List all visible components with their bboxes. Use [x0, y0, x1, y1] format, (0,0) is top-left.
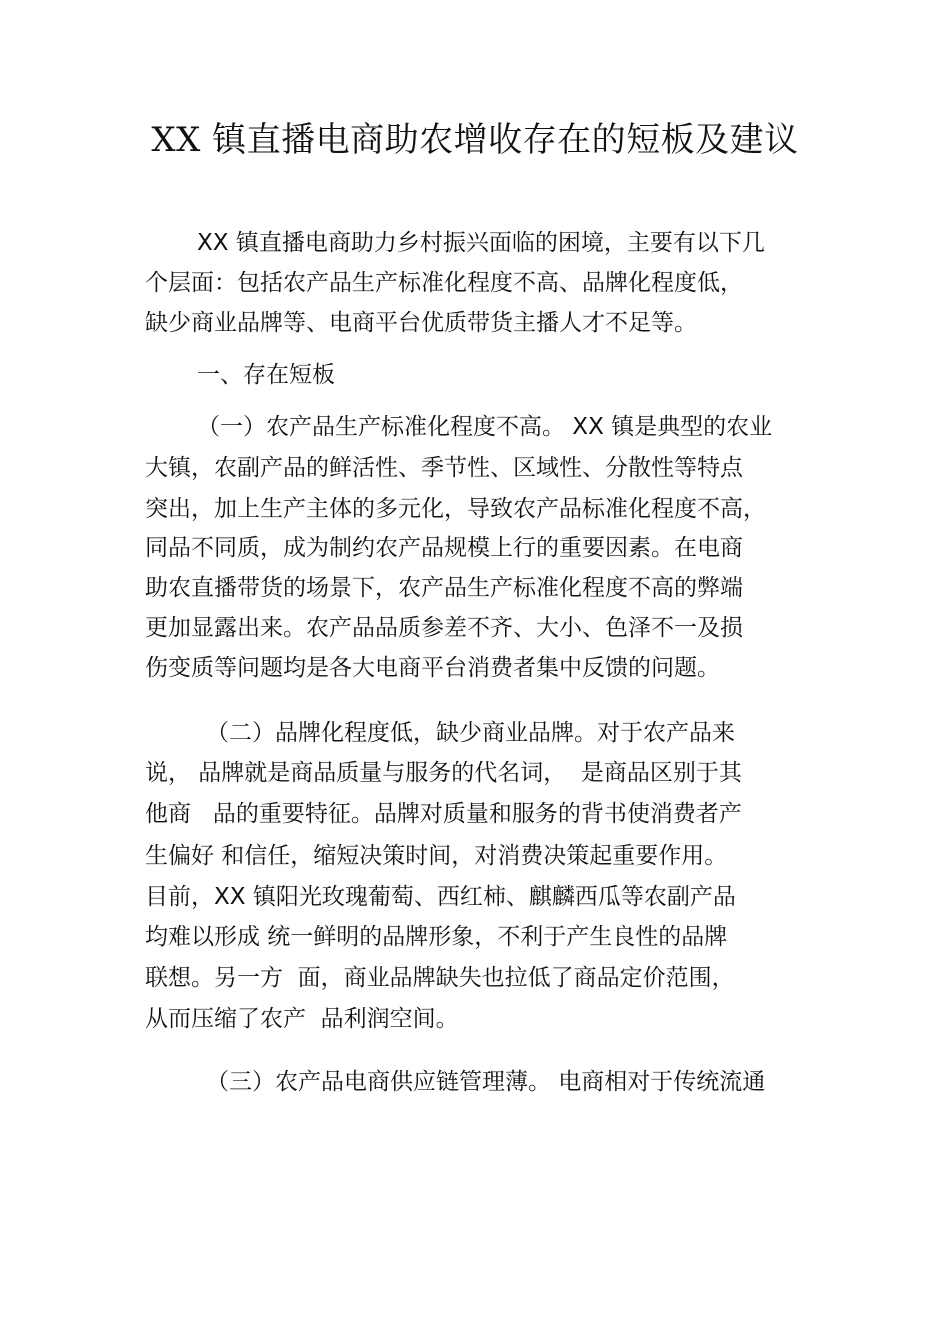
- intro-line: XX 镇直播电商助力乡村振兴面临的困境，主要有以下几: [197, 230, 765, 256]
- item2-line: 他商 品的重要特征。品牌对质量和服务的背书使消费者产: [145, 801, 742, 827]
- item1-line: 突出，加上生产主体的多元化，导致农产品标准化程度不高，: [145, 496, 766, 522]
- item2-line: 生偏好 和信任，缩短决策时间，对消费决策起重要作用。: [145, 843, 728, 869]
- intro-line: 个层面：包括农产品生产标准化程度不高、品牌化程度低，: [145, 270, 743, 296]
- item1-line: 大镇，农副产品的鲜活性、季节性、区域性、分散性等特点: [145, 455, 743, 481]
- item2-line: （二）品牌化程度低，缺少商业品牌。对于农产品来: [206, 720, 735, 746]
- item2-line: 均难以形成 统一鲜明的品牌形象，不利于产生良性的品牌: [145, 924, 728, 950]
- item1-line: 更加显露出来。农产品品质参差不齐、大小、色泽不一及损: [145, 615, 743, 641]
- item2-line: 说， 品牌就是商品质量与服务的代名词， 是商品区别于其: [145, 760, 742, 786]
- item1-line: 伤变质等问题均是各大电商平台消费者集中反馈的问题。: [145, 655, 720, 681]
- item2-line: 目前，XX 镇阳光玫瑰葡萄、西红柿、麒麟西瓜等农副产品: [145, 884, 736, 910]
- intro-line: 缺少商业品牌等、电商平台优质带货主播人才不足等。: [145, 310, 697, 336]
- item2-line: 从而压缩了农产 品利润空间。: [145, 1006, 459, 1032]
- item1-line: 同品不同质，成为制约农产品规模上行的重要因素。在电商: [145, 535, 743, 561]
- item3-line: （三）农产品电商供应链管理薄。 电商相对于传统流通: [206, 1069, 766, 1095]
- item2-line: 联想。另一方 面，商业品牌缺失也拉低了商品定价范围，: [145, 965, 735, 991]
- section-heading: 一、存在短板: [197, 362, 335, 388]
- item1-line: （一）农产品生产标准化程度不高。 XX 镇是典型的农业: [197, 414, 773, 440]
- document-title: XX 镇直播电商助农增收存在的短板及建议: [151, 120, 799, 160]
- item1-line: 助农直播带货的场景下，农产品生产标准化程度不高的弊端: [145, 575, 743, 601]
